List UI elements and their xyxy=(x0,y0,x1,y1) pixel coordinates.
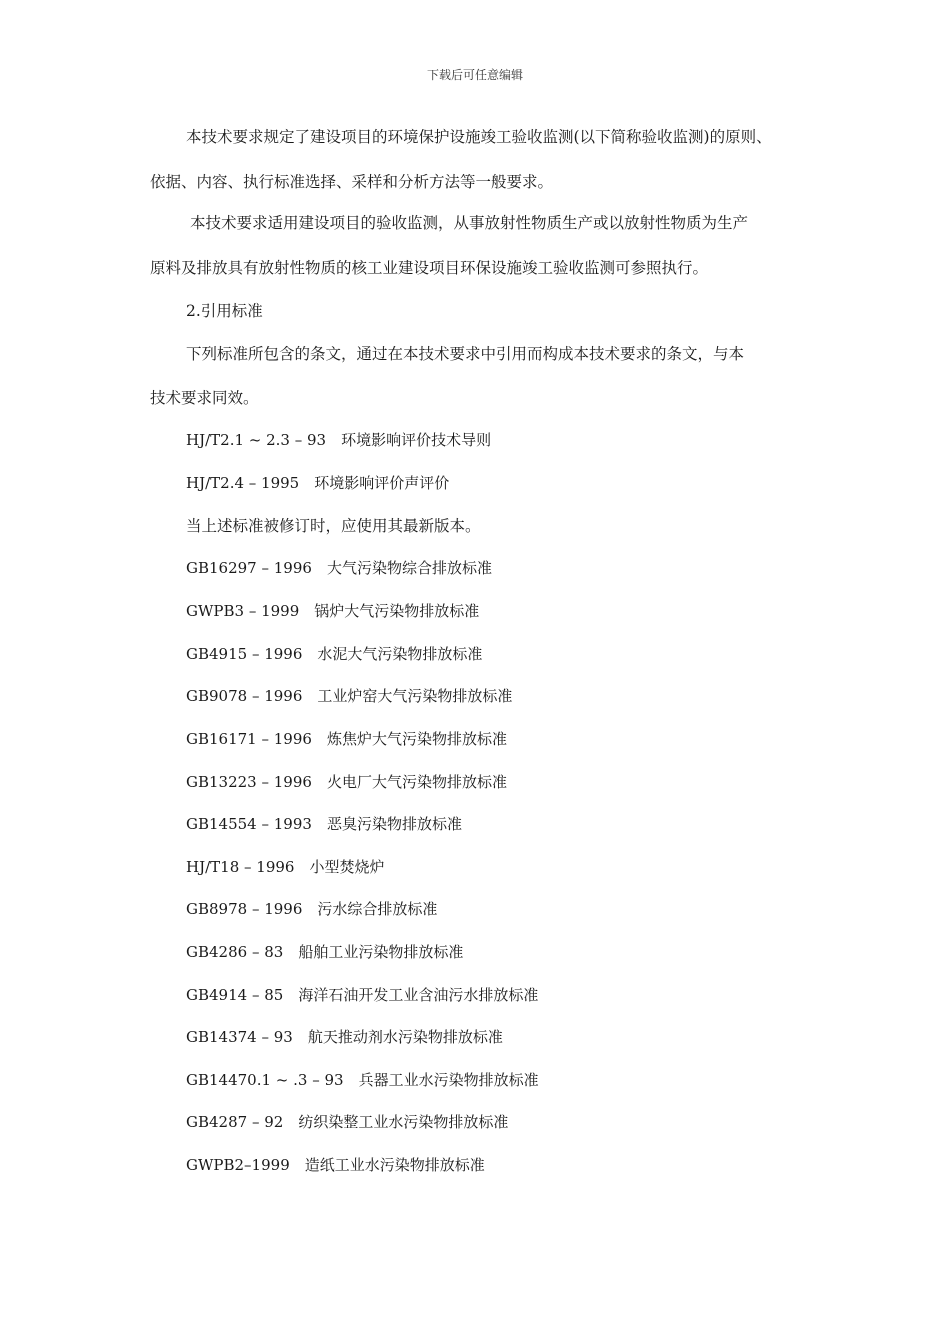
reference-item xyxy=(186,473,449,493)
reference-item xyxy=(186,686,512,706)
reference-item xyxy=(186,558,492,578)
reference-title: 大气污染物综合排放标准 xyxy=(326,559,492,577)
reference-title: 小型焚烧炉 xyxy=(309,858,385,876)
reference-item xyxy=(186,601,479,621)
reference-title: 环境影响评价声评价 xyxy=(314,474,450,492)
section-heading: 2.引用标准 xyxy=(186,302,263,320)
reference-title: 水泥大气污染物排放标准 xyxy=(317,645,483,663)
reference-title: 造纸工业水污染物排放标准 xyxy=(304,1156,485,1174)
paragraph-citation-line-2: 技术要求同效。 xyxy=(150,389,259,407)
reference-title: 航天推动剂水污染物排放标准 xyxy=(307,1028,503,1046)
reference-code: GB14374 – 93 xyxy=(186,1028,293,1046)
reference-code: GB4286 – 83 xyxy=(186,943,284,961)
paragraph-citation-line-1: 下列标准所包含的条文，通过在本技术要求中引用而构成本技术要求的条文，与本 xyxy=(186,345,745,363)
reference-item xyxy=(186,1112,508,1132)
reference-code: GWPB3 – 1999 xyxy=(186,602,300,620)
reference-title: 海洋石油开发工业含油污水排放标准 xyxy=(298,986,539,1004)
reference-code: GB16171 – 1996 xyxy=(186,730,312,748)
reference-item xyxy=(186,899,437,919)
reference-code: GWPB2–1999 xyxy=(186,1156,290,1174)
reference-title: 工业炉窑大气污染物排放标准 xyxy=(317,687,513,705)
paragraph-applicability-line-1: 本技术要求适用建设项目的验收监测，从事放射性物质生产或以放射性物质为生产 xyxy=(190,214,749,232)
reference-code: GB4915 – 1996 xyxy=(186,645,303,663)
reference-code: HJ/T2.4 – 1995 xyxy=(186,474,300,492)
reference-title: 船舶工业污染物排放标准 xyxy=(298,943,464,961)
reference-code: GB13223 – 1996 xyxy=(186,773,312,791)
reference-code: GB16297 – 1996 xyxy=(186,559,312,577)
reference-item xyxy=(186,772,507,792)
reference-item xyxy=(186,942,463,962)
paragraph-scope-line-2: 依据、内容、执行标准选择、采样和分析方法等一般要求。 xyxy=(150,173,554,191)
page-header: 下载后可任意编辑 xyxy=(426,68,523,82)
reference-code: HJ/T2.1 ~ 2.3 – 93 xyxy=(186,431,327,449)
reference-code: GB4287 – 92 xyxy=(186,1113,284,1131)
reference-title: 火电厂大气污染物排放标准 xyxy=(326,773,507,791)
reference-code: GB14470.1 ~ .3 – 93 xyxy=(186,1071,344,1089)
reference-item xyxy=(186,644,482,664)
reference-item xyxy=(186,430,491,450)
reference-title: 兵器工业水污染物排放标准 xyxy=(358,1071,539,1089)
paragraph-applicability-line-2: 原料及排放具有放射性物质的核工业建设项目环保设施竣工验收监测可参照执行。 xyxy=(150,259,709,277)
reference-code: HJ/T18 – 1996 xyxy=(186,858,295,876)
reference-code: GB8978 – 1996 xyxy=(186,900,303,918)
paragraph-scope-line-1: 本技术要求规定了建设项目的环境保护设施竣工验收监测(以下简称验收监测)的原则、 xyxy=(186,128,772,146)
reference-item xyxy=(186,1070,539,1090)
reference-code: GB4914 – 85 xyxy=(186,986,284,1004)
reference-title: 锅炉大气污染物排放标准 xyxy=(314,602,480,620)
reference-item xyxy=(186,729,507,749)
reference-item xyxy=(186,1027,503,1047)
reference-title: 纺织染整工业水污染物排放标准 xyxy=(298,1113,509,1131)
revision-note: 当上述标准被修订时，应使用其最新版本。 xyxy=(186,517,481,535)
reference-title: 炼焦炉大气污染物排放标准 xyxy=(326,730,507,748)
reference-title: 恶臭污染物排放标准 xyxy=(326,815,462,833)
reference-code: GB9078 – 1996 xyxy=(186,687,303,705)
reference-item xyxy=(186,814,462,834)
reference-title: 污水综合排放标准 xyxy=(317,900,438,918)
reference-item xyxy=(186,1155,485,1175)
reference-item xyxy=(186,985,538,1005)
reference-code: GB14554 – 1993 xyxy=(186,815,312,833)
reference-item xyxy=(186,857,384,877)
reference-title: 环境影响评价技术导则 xyxy=(341,431,492,449)
